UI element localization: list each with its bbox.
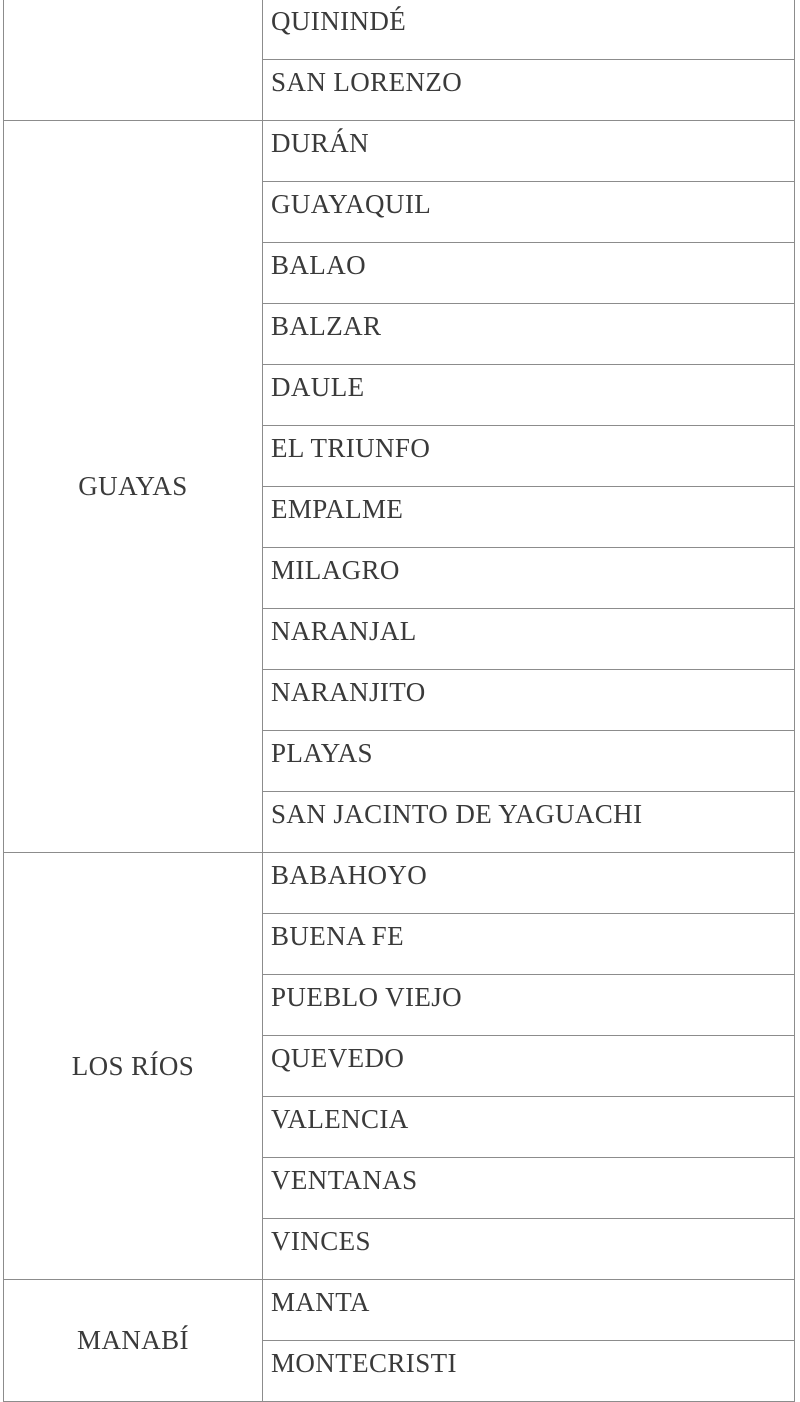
table-row <box>4 853 795 914</box>
city-cell <box>263 914 795 975</box>
city-name: QUEVEDO <box>271 1043 405 1073</box>
city-cell <box>263 0 795 60</box>
city-cell <box>263 243 795 304</box>
city-name: SAN JACINTO DE YAGUACHI <box>271 799 643 829</box>
city-name: VINCES <box>271 1226 371 1256</box>
province-cell: GUAYAS <box>4 121 263 853</box>
city-name: VENTANAS <box>271 1165 418 1195</box>
province-city-table <box>3 0 795 1402</box>
province-cell <box>4 0 263 121</box>
city-cell <box>263 1097 795 1158</box>
city-name: QUININDÉ <box>271 6 407 36</box>
city-cell <box>263 365 795 426</box>
city-cell <box>263 487 795 548</box>
province-cell: MANABÍ <box>4 1280 263 1402</box>
table-row <box>4 121 795 182</box>
city-cell <box>263 1036 795 1097</box>
province-cell: LOS RÍOS <box>4 853 263 1280</box>
city-cell <box>263 1341 795 1402</box>
city-cell <box>263 548 795 609</box>
city-name: GUAYAQUIL <box>271 189 432 219</box>
city-cell <box>263 60 795 121</box>
city-name: BALZAR <box>271 311 382 341</box>
city-cell <box>263 426 795 487</box>
city-name: BUENA FE <box>271 921 404 951</box>
city-name: PLAYAS <box>271 738 373 768</box>
city-name: MANTA <box>271 1287 370 1317</box>
city-name: EL TRIUNFO <box>271 433 431 463</box>
city-cell <box>263 304 795 365</box>
city-name: NARANJAL <box>271 616 417 646</box>
city-cell <box>263 1158 795 1219</box>
city-name: EMPALME <box>271 494 404 524</box>
city-cell <box>263 121 795 182</box>
city-cell <box>263 609 795 670</box>
city-cell <box>263 792 795 853</box>
city-name: BABAHOYO <box>271 860 428 890</box>
table-row <box>4 0 795 60</box>
city-name: DURÁN <box>271 128 370 158</box>
city-cell <box>263 1219 795 1280</box>
city-name: NARANJITO <box>271 677 426 707</box>
city-name: DAULE <box>271 372 365 402</box>
city-cell <box>263 975 795 1036</box>
city-name: MILAGRO <box>271 555 400 585</box>
city-cell <box>263 1280 795 1341</box>
city-name: PUEBLO VIEJO <box>271 982 463 1012</box>
city-cell <box>263 853 795 914</box>
city-name: VALENCIA <box>271 1104 409 1134</box>
table-row <box>4 1280 795 1341</box>
city-name: SAN LORENZO <box>271 67 463 97</box>
city-cell <box>263 182 795 243</box>
city-cell <box>263 731 795 792</box>
city-name: MONTECRISTI <box>271 1348 457 1378</box>
city-cell <box>263 670 795 731</box>
city-name: BALAO <box>271 250 366 280</box>
